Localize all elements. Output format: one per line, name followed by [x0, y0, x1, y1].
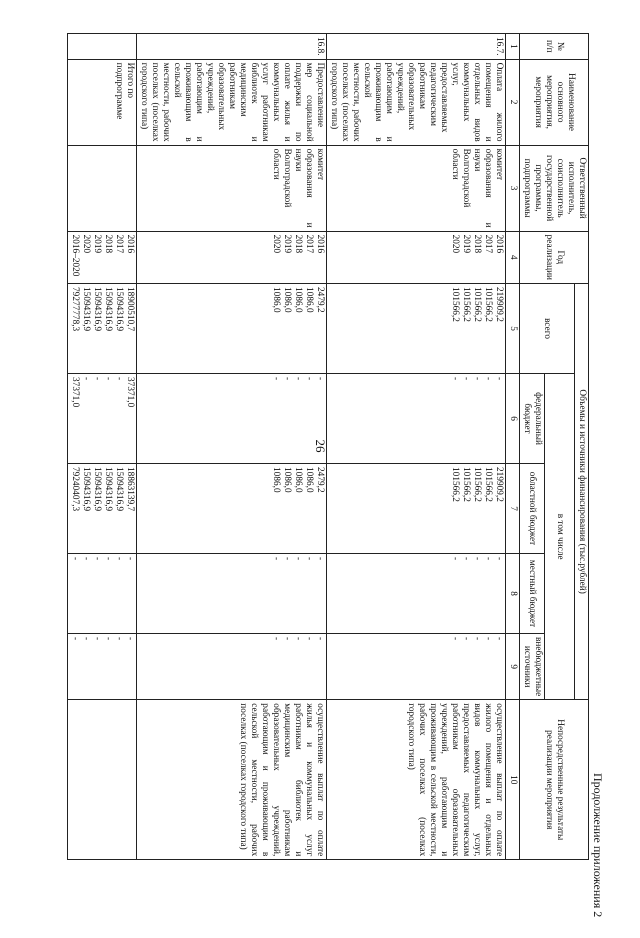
col-header-name: Наименование основного мероприятия, мероприятия: [520, 59, 589, 145]
column-number-row: [506, 34, 520, 860]
summary-blank: [68, 34, 137, 60]
table-row: [327, 34, 506, 860]
col-header-including: в том числе: [545, 374, 575, 700]
summary-label: Итого по подпрограмме: [68, 59, 137, 145]
header-row-1: [575, 34, 589, 860]
measure-name: Предоставление мер социальной поддержки по оплате жилья и коммунальных услуг работникам библиотек и медицинским работникам образовательных учреждений, работающим и проживающим в сельской местности, рабочих поселках (поселках городского типа): [137, 59, 327, 145]
funding-table: [67, 33, 589, 860]
col-number: 8: [506, 554, 520, 634]
local-values: - - - - -: [137, 554, 327, 634]
col-header-funding: Объемы и источники финансирования (тыс.рублей): [575, 284, 589, 700]
col-header-extrabudget: внебюджетные источники: [520, 634, 545, 700]
col-number: 1: [506, 34, 520, 60]
measure-name: Оплата жилого помещения и отдельных видов коммунальных услуг, предоставляемых педагогическим работникам образовательных учреждений, работающим и проживающим в сельской местности, рабочих поселках (поселках городского типа): [327, 59, 506, 145]
col-number: 5: [506, 284, 520, 374]
col-header-year: Год реализации: [520, 231, 589, 283]
col-number: 9: [506, 634, 520, 700]
federal-values: - - - - -: [327, 374, 506, 464]
page-number: 26: [313, 439, 328, 453]
summary-blank: [68, 145, 137, 231]
years-list: 2016 2017 2018 2019 2020: [327, 231, 506, 283]
summary-regional: 18863139,7 15094316,9 15094316,9 15094316,9 15094316,9 79240407,3: [68, 464, 137, 554]
responsible-executor: комитет образования и науки Волгоградской области: [327, 145, 506, 231]
col-number: 10: [506, 700, 520, 860]
regional-values: 219909,2 101566,2 101566,2 101566,2 101566,2: [327, 464, 506, 554]
rotated-table-frame: [52, 33, 605, 938]
federal-values: - - - - -: [137, 374, 327, 464]
col-header-total: всего: [520, 284, 575, 374]
local-values: - - - - -: [327, 554, 506, 634]
years-list: 2016 2017 2018 2019 2020: [137, 231, 327, 283]
col-number: 2: [506, 59, 520, 145]
result-text: осуществление выплат по оплате жилого помещения и отдельных видов коммунальных услуг, предоставляемых педагогическим работникам образовательных учреждений, работающим и проживающим в сельской местности, рабочих поселках (поселках городского типа): [327, 700, 506, 860]
row-number: 16.7.: [327, 34, 506, 60]
col-header-number: № п/п: [520, 34, 589, 60]
summary-row: [68, 34, 137, 860]
summary-federal: 37371,0 - - - - 37371,0: [68, 374, 137, 464]
col-header-local: местный бюджет: [520, 554, 545, 634]
regional-values: 2479,2 1086,0 1086,0 1086,0 1086,0: [137, 464, 327, 554]
appendix-caption: Продолжение приложения 2: [591, 773, 605, 918]
extrabudget-values: - - - - -: [137, 634, 327, 700]
responsible-executor: комитет образования и науки Волгоградской области: [137, 145, 327, 231]
total-values: 219909,2 101566,2 101566,2 101566,2 101566,2: [327, 284, 506, 374]
col-number: 4: [506, 231, 520, 283]
row-number: 16.8.: [137, 34, 327, 60]
col-header-responsible: Ответственный исполнитель, соисполнитель государственной программы, подпрограммы: [520, 145, 589, 231]
col-number: 6: [506, 374, 520, 464]
col-header-result: Непосредственные результаты реализации мероприятия: [520, 700, 589, 860]
col-header-federal: федеральный бюджет: [520, 374, 545, 464]
col-header-regional: областной бюджет: [520, 464, 545, 554]
col-number: 3: [506, 145, 520, 231]
total-values: 2479,2 1086,0 1086,0 1086,0 1086,0: [137, 284, 327, 374]
extrabudget-values: - - - - -: [327, 634, 506, 700]
summary-extrabudget: - - - - - -: [68, 634, 137, 700]
summary-total: 18900510,7 15094316,9 15094316,9 15094316,9 15094316,9 79277778,3: [68, 284, 137, 374]
table-row: [137, 34, 327, 860]
col-number: 7: [506, 464, 520, 554]
summary-local: - - - - - -: [68, 554, 137, 634]
summary-years: 2016 2017 2018 2019 2020 2016–2020: [68, 231, 137, 283]
result-text: осуществление выплат по оплате жилья и коммунальных услуг работникам библиотек и медицинским работникам образовательных учреждений, работающим и проживающим в сельской местности, рабочих поселках (поселках городского типа): [137, 700, 327, 860]
summary-blank: [68, 700, 137, 860]
